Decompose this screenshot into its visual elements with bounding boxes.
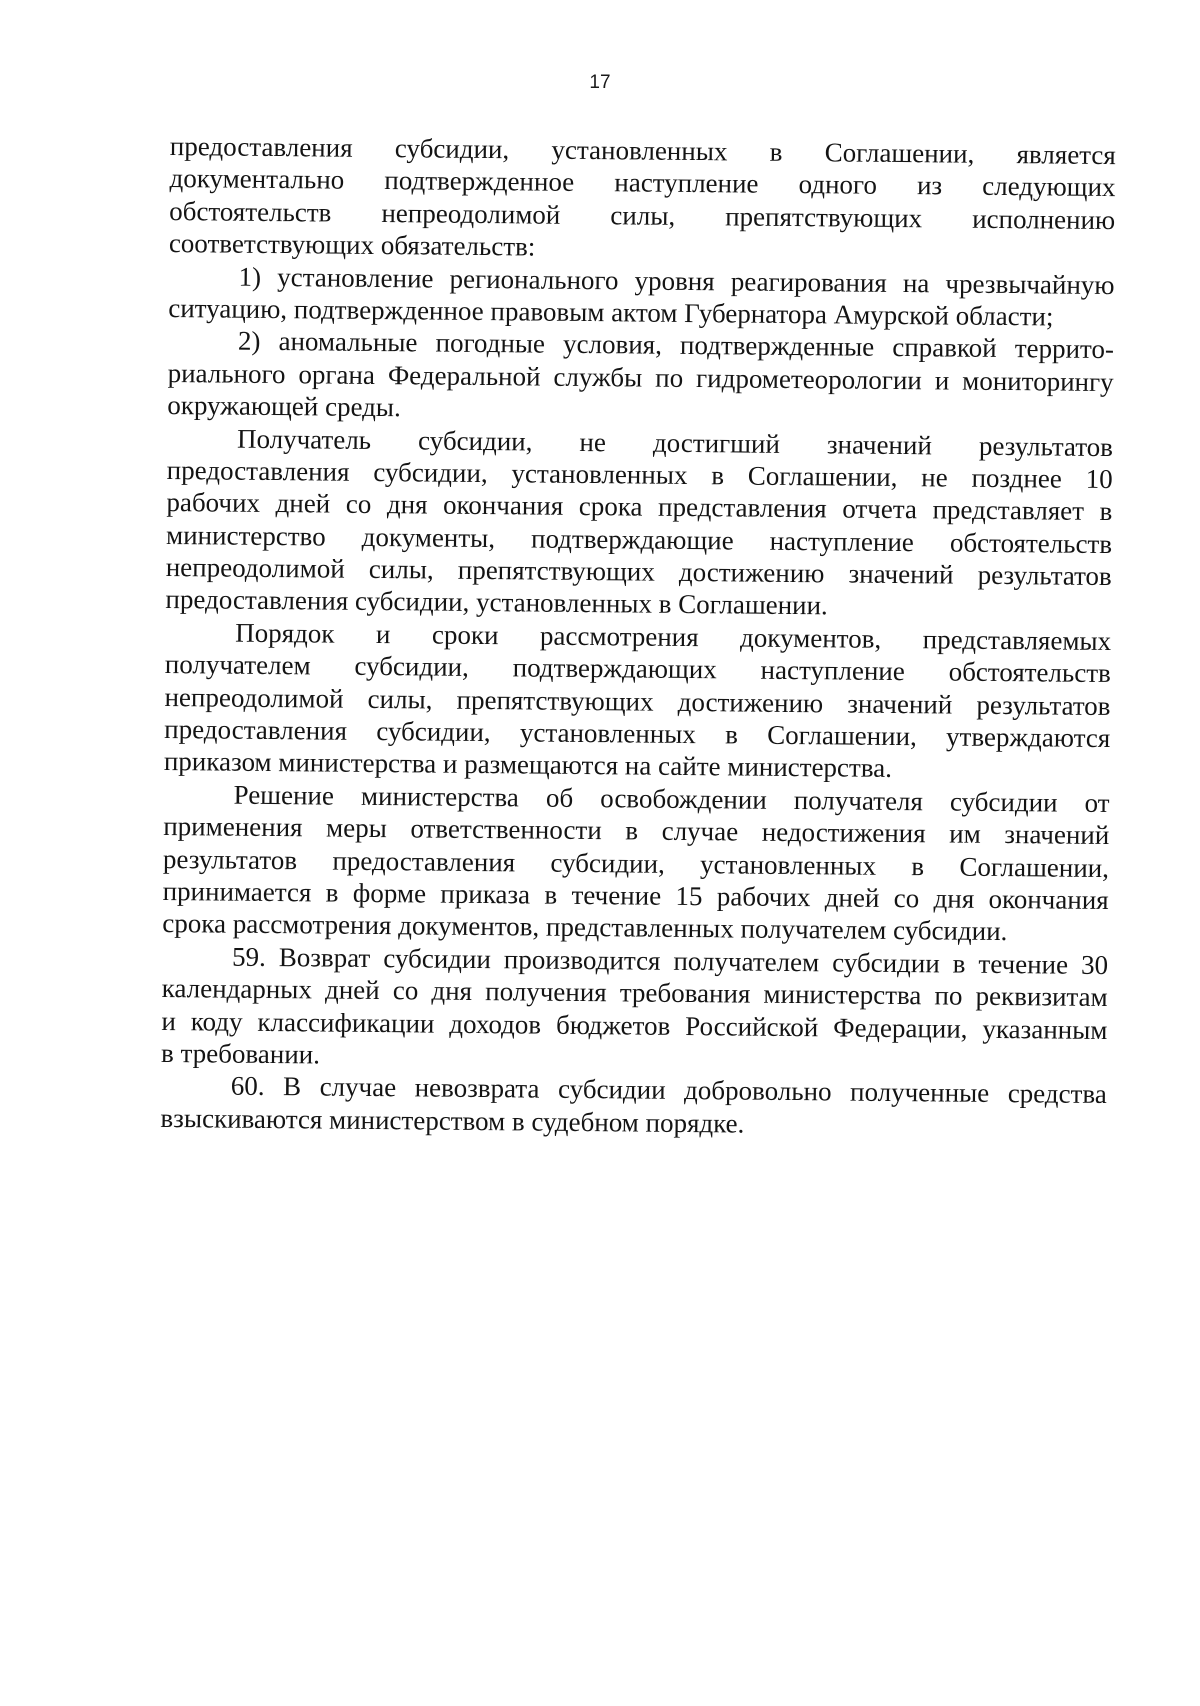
paragraph <box>160 1069 1107 1143</box>
document-body <box>160 130 1116 1143</box>
text-line: Решение министерства об освобождении получателя субсидии от <box>233 779 1110 818</box>
text-line: срока рассмотрения документов, представленных получателем субсидии. <box>162 908 1008 947</box>
text-line: применения меры ответственности в случае недостижения им значений <box>163 811 1110 851</box>
text-line: 1) установление регионального уровня реагирования на чрезвычайную <box>238 261 1115 300</box>
text-line: 2) аномальные погодные условия, подтвержденные справкой террито- <box>237 326 1115 365</box>
text-line: приказом министерства и размещаются на сайте министерства. <box>163 746 893 784</box>
text-line: и коду классификации доходов бюджетов Российской Федерации, указанным <box>161 1005 1108 1045</box>
text-line: ситуацию, подтвержденное правовым актом Губернатора Амурской области; <box>168 292 1054 332</box>
text-line: риального органа Федеральной службы по гидрометеорологии и мониторингу <box>167 357 1114 397</box>
paragraph <box>161 940 1108 1079</box>
text-line: предоставления субсидии, установленных в Соглашении. <box>165 584 828 621</box>
text-line: непреодолимой силы, препятствующих достижению значений результатов <box>165 552 1112 592</box>
text-line: предоставления субсидии, установленных в Соглашении, не позднее 10 <box>166 454 1113 494</box>
text-line: результатов предоставления субсидии, установленных в Соглашении, <box>162 843 1110 883</box>
text-line: взыскиваются министерством в судебном порядке. <box>160 1102 745 1139</box>
text-line: в требовании. <box>160 1037 321 1070</box>
text-line: календарных дней со дня получения требования министерства по реквизитам <box>161 973 1108 1013</box>
text-line: окружающей среды. <box>167 390 401 423</box>
text-line: 59. Возврат субсидии производится получателем субсидии в течение 30 <box>231 941 1109 980</box>
text-line: принимается в форме приказа в течение 15 рабочих дней со дня окончания <box>162 875 1109 916</box>
text-line: рабочих дней со дня окончания срока представления отчета представляет в <box>166 487 1113 527</box>
text-line: Получатель субсидии, не достигший значений результатов <box>236 423 1114 462</box>
paragraph <box>164 616 1112 787</box>
paragraph <box>162 778 1110 949</box>
paragraph <box>165 422 1113 625</box>
text-line: 60. В случае невозврата субсидии добровольно полученные средства <box>230 1070 1107 1110</box>
text-line: получателем субсидии, подтверждающих наступление обстоятельств <box>164 649 1111 689</box>
text-line: документально подтвержденное наступление одного из следующих <box>169 163 1116 203</box>
page-number: 17 <box>589 72 611 93</box>
paragraph <box>168 260 1115 334</box>
text-line: обстоятельств непреодолимой силы, препятствующих исполнению <box>169 195 1116 235</box>
paragraph <box>169 130 1116 269</box>
text-line: министерство документы, подтверждающие наступление обстоятельств <box>165 519 1113 559</box>
text-line: Порядок и сроки рассмотрения документов, представляемых <box>235 617 1112 656</box>
text-line: предоставления субсидии, установленных в Соглашении, утверждаются <box>164 714 1111 754</box>
text-line: соответствующих обязательств: <box>168 228 536 262</box>
text-line: непреодолимой силы, препятствующих достижению значений результатов <box>164 681 1111 721</box>
paragraph <box>167 324 1114 430</box>
text-line: предоставления субсидии, установленных в Соглашении, является <box>169 130 1116 171</box>
